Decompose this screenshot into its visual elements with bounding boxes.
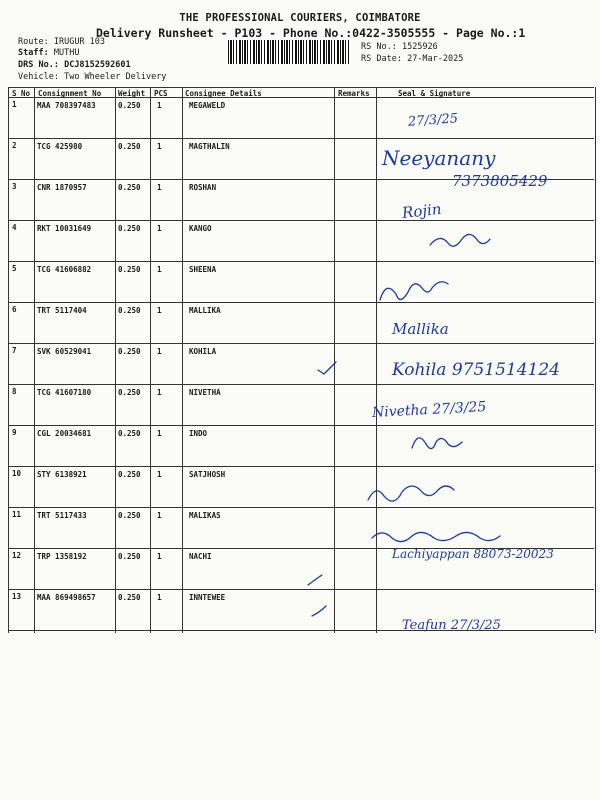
signature-row-6: Mallika	[392, 320, 449, 338]
signature-row-1: 27/3/25	[407, 111, 459, 130]
company-title: THE PROFESSIONAL COURIERS, COIMBATORE	[179, 12, 421, 24]
weight-cell: 0.250	[118, 429, 141, 438]
col-header-weight: Weight	[118, 89, 146, 98]
sno-cell: 11	[12, 510, 22, 519]
weight-cell: 0.250	[118, 347, 141, 356]
tick-row-13	[312, 606, 326, 616]
consignment-cell: SVK 60529041	[37, 347, 92, 356]
sno-cell: 10	[12, 469, 22, 478]
pcs-cell: 1	[157, 511, 162, 520]
weight-cell: 0.250	[118, 183, 141, 192]
consignment-cell: CGL 20034681	[37, 429, 92, 438]
scribble-row-11	[372, 532, 500, 541]
consignment-cell: TCG 425980	[37, 142, 83, 151]
sno-cell: 9	[12, 428, 17, 437]
pcs-cell: 1	[157, 470, 162, 479]
pcs-cell: 1	[157, 142, 162, 151]
staff-value: MUTHU	[53, 48, 80, 58]
vehicle-label: Vehicle:	[18, 72, 59, 82]
weight-cell: 0.250	[118, 470, 141, 479]
weight-cell: 0.250	[118, 306, 141, 315]
scribble-row-10	[368, 486, 454, 501]
scribble-row-4	[430, 234, 490, 246]
consignment-cell: TRT 5117404	[37, 306, 87, 315]
signature-row-2-phone: 7373805429	[452, 172, 548, 190]
pcs-cell: 1	[157, 183, 162, 192]
weight-cell: 0.250	[118, 265, 141, 274]
staff-label: Staff:	[18, 48, 49, 58]
signature-row-12: Lachiyappan 88073-20023	[392, 547, 554, 561]
pcs-cell: 1	[157, 593, 162, 602]
tick-row-7	[318, 362, 336, 374]
weight-cell: 0.250	[118, 388, 141, 397]
consignment-cell: TRP 1358192	[37, 552, 87, 561]
signature-row-4: Rojin	[401, 199, 443, 223]
signature-row-8: Nivetha 27/3/25	[371, 399, 487, 421]
signature-row-2: Neeyanany	[382, 146, 496, 170]
weight-cell: 0.250	[118, 552, 141, 561]
route-label: Route:	[18, 37, 49, 47]
consignee-cell: SATJHOSH	[189, 470, 226, 479]
consignee-cell: INDO	[189, 429, 208, 438]
sno-cell: 7	[12, 346, 17, 355]
signature-row-7: Kohila 9751514124	[392, 360, 560, 380]
sno-cell: 3	[12, 182, 17, 191]
consignee-cell: MAGTHALIN	[189, 142, 230, 151]
weight-cell: 0.250	[118, 224, 141, 233]
pcs-cell: 1	[157, 224, 162, 233]
sno-cell: 12	[12, 551, 22, 560]
sno-cell: 6	[12, 305, 17, 314]
pcs-cell: 1	[157, 429, 162, 438]
pcs-cell: 1	[157, 306, 162, 315]
consignment-cell: TCG 41606882	[37, 265, 92, 274]
consignee-cell: NIVETHA	[189, 388, 221, 397]
consignment-cell: RKT 10031649	[37, 224, 92, 233]
scribble-row-5	[380, 282, 448, 300]
pcs-cell: 1	[157, 552, 162, 561]
drs-value: DCJ8152592601	[64, 60, 131, 70]
consignment-cell: TCG 41607180	[37, 388, 92, 397]
runsheet-title: Delivery Runsheet - P103 - Phone No.:0422-3505555 - Page No.:1	[96, 26, 526, 40]
rs-no-value: 1525926	[401, 42, 438, 52]
col-header-sno: S No	[12, 89, 31, 98]
pcs-cell: 1	[157, 388, 162, 397]
consignee-cell: MALLIKA	[189, 306, 221, 315]
weight-cell: 0.250	[118, 101, 141, 110]
pcs-cell: 1	[157, 347, 162, 356]
col-header-remarks: Remarks	[338, 89, 370, 98]
weight-cell: 0.250	[118, 142, 141, 151]
consignee-cell: NACHI	[189, 552, 212, 561]
consignee-cell: KANGO	[189, 224, 212, 233]
sno-cell: 4	[12, 223, 17, 232]
sno-cell: 2	[12, 141, 17, 150]
pcs-cell: 1	[157, 101, 162, 110]
consignment-cell: TRT 5117433	[37, 511, 87, 520]
sno-cell: 1	[12, 100, 17, 109]
col-header-signature: Seal & Signature	[398, 89, 471, 98]
pcs-cell: 1	[157, 265, 162, 274]
consignee-cell: MEGAWELD	[189, 101, 226, 110]
scribble-row-9	[412, 438, 462, 449]
consignment-cell: MAA 869498657	[37, 593, 96, 602]
tick-row-12	[308, 575, 322, 585]
weight-cell: 0.250	[118, 511, 141, 520]
col-header-consignee: Consignee Details	[185, 89, 262, 98]
sno-cell: 8	[12, 387, 17, 396]
drs-label: DRS No.:	[18, 60, 59, 70]
consignee-cell: ROSHAN	[189, 183, 217, 192]
consignment-cell: STY 6138921	[37, 470, 87, 479]
consignee-cell: SHEENA	[189, 265, 217, 274]
rs-date-label: RS Date:	[361, 54, 402, 64]
sno-cell: 5	[12, 264, 17, 273]
col-header-pcs: PCS	[154, 89, 168, 98]
weight-cell: 0.250	[118, 593, 141, 602]
signature-row-13: Teafun 27/3/25	[402, 618, 501, 633]
consignee-cell: MALIKAS	[189, 511, 221, 520]
consignment-cell: MAA 708397483	[37, 101, 96, 110]
rs-date-value: 27-Mar-2025	[407, 54, 464, 64]
consignment-cell: CNR 1870957	[37, 183, 87, 192]
sno-cell: 13	[12, 592, 22, 601]
consignee-cell: INNTEWEE	[189, 593, 226, 602]
vehicle-value: Two Wheeler Delivery	[64, 72, 167, 82]
col-header-consignment: Consignment No	[38, 89, 102, 98]
consignee-cell: KOHILA	[189, 347, 217, 356]
rs-no-label: RS No.:	[361, 42, 397, 52]
route-value: IRUGUR 103	[53, 37, 106, 47]
